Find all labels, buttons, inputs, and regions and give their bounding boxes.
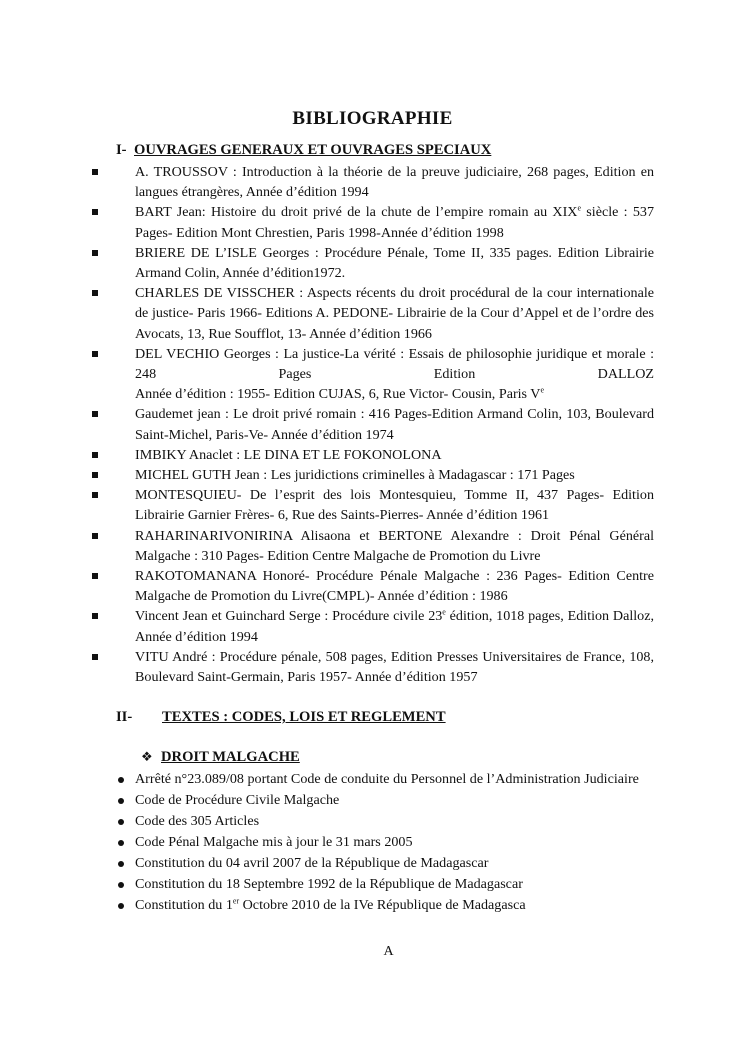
list-item: Code Pénal Malgache mis à jour le 31 mars 2005 (118, 832, 654, 853)
square-bullet-icon (92, 250, 98, 256)
list-item: MICHEL GUTH Jean : Les juridictions criminelles à Madagascar : 171 Pages (92, 465, 654, 485)
round-bullet-icon (118, 840, 124, 846)
page-number: A (383, 944, 394, 959)
bibliography-list (92, 162, 654, 687)
texts-list (118, 769, 654, 916)
round-bullet-icon (118, 798, 124, 804)
list-item: VITU André : Procédure pénale, 508 pages, Edition Presses Universitaires de France, 108, Boulevard Saint-Germain, Paris 1957- Année d’édition 1957 (92, 647, 654, 687)
round-bullet-icon (118, 819, 124, 825)
square-bullet-icon (92, 654, 98, 660)
round-bullet-icon (118, 903, 124, 909)
list-item: Code des 305 Articles (118, 811, 654, 832)
list-item: Constitution du 1er Octobre 2010 de la IVe République de Madagasca (118, 895, 654, 916)
section-label: TEXTES : CODES, LOIS ET REGLEMENT (162, 709, 446, 725)
page-title: BIBLIOGRAPHIE (292, 108, 453, 129)
list-item: Gaudemet jean : Le droit privé romain : 416 Pages-Edition Armand Colin, 103, Boulevard Saint-Michel, Paris-Ve- Année d’édition 1974 (92, 404, 654, 444)
list-item: Arrêté n°23.089/08 portant Code de conduite du Personnel de l’Administration Judiciaire (118, 769, 654, 790)
square-bullet-icon (92, 492, 98, 498)
round-bullet-icon (118, 882, 124, 888)
square-bullet-icon (92, 533, 98, 539)
square-bullet-icon (92, 472, 98, 478)
subsection-label: DROIT MALGACHE (161, 749, 300, 765)
square-bullet-icon (92, 209, 98, 215)
list-item: RAHARINARIVONIRINA Alisaona et BERTONE Alexandre : Droit Pénal Général Malgache : 310 Pages- Edition Centre Malgache de Promotion du Livre (92, 526, 654, 566)
square-bullet-icon (92, 169, 98, 175)
list-item: Code de Procédure Civile Malgache (118, 790, 654, 811)
diamond-bullet-icon: ❖ (141, 749, 153, 764)
list-item: MONTESQUIEU- De l’esprit des lois Montesquieu, Tomme II, 437 Pages- Edition Librairie Garnier Frères- 6, Rue des Saints-Pierres- Année d’édition 1961 (92, 485, 654, 525)
list-item: BART Jean: Histoire du droit privé de la chute de l’empire romain au XIXe siècle : 537 Pages- Edition Mont Chrestien, Paris 1998-Année d’édition 1998 (92, 202, 654, 242)
list-item: Constitution du 18 Septembre 1992 de la République de Madagascar (118, 874, 654, 895)
list-item: A. TROUSSOV : Introduction à la théorie de la preuve judiciaire, 268 pages, Edition en langues étrangères, Année d’édition 1994 (92, 162, 654, 202)
square-bullet-icon (92, 613, 98, 619)
square-bullet-icon (92, 573, 98, 579)
round-bullet-icon (118, 861, 124, 867)
round-bullet-icon (118, 777, 124, 783)
square-bullet-icon (92, 290, 98, 296)
list-item: RAKOTOMANANA Honoré- Procédure Pénale Malgache : 236 Pages- Edition Centre Malgache de Promotion du Livre(CMPL)- Année d’édition : 1986 (92, 566, 654, 606)
list-item: Constitution du 04 avril 2007 de la République de Madagascar (118, 853, 654, 874)
list-item: Vincent Jean et Guinchard Serge : Procédure civile 23e édition, 1018 pages, Edition Dalloz, Année d’édition 1994 (92, 606, 654, 646)
subsection-heading (141, 749, 300, 766)
square-bullet-icon (92, 452, 98, 458)
section-heading-1 (116, 142, 491, 159)
list-item: CHARLES DE VISSCHER : Aspects récents du droit procédural de la cour internationale de justice- Paris 1966- Editions A. PEDONE- Librairie de la Cour d’Appel et de l’ordre des Avocats, 13, Rue Soufflot, 13- Année d’édition 1966 (92, 283, 654, 344)
square-bullet-icon (92, 351, 98, 357)
list-item: DEL VECHIO Georges : La justice-La vérité : Essais de philosophie juridique et morale : 248 Pages Edition DALLOZ Année d’édition : 1955- Edition CUJAS, 6, Rue Victor- Cousin, Paris Ve (92, 344, 654, 405)
section-number: I- (116, 142, 127, 158)
section-heading-2 (116, 709, 446, 726)
section-label: OUVRAGES GENERAUX ET OUVRAGES SPECIAUX (134, 142, 492, 158)
list-item: BRIERE DE L’ISLE Georges : Procédure Pénale, Tome II, 335 pages. Edition Librairie Armand Colin, Année d’édition1972. (92, 243, 654, 283)
section-number: II- (116, 709, 133, 725)
square-bullet-icon (92, 411, 98, 417)
list-item: IMBIKY Anaclet : LE DINA ET LE FOKONOLONA (92, 445, 654, 465)
